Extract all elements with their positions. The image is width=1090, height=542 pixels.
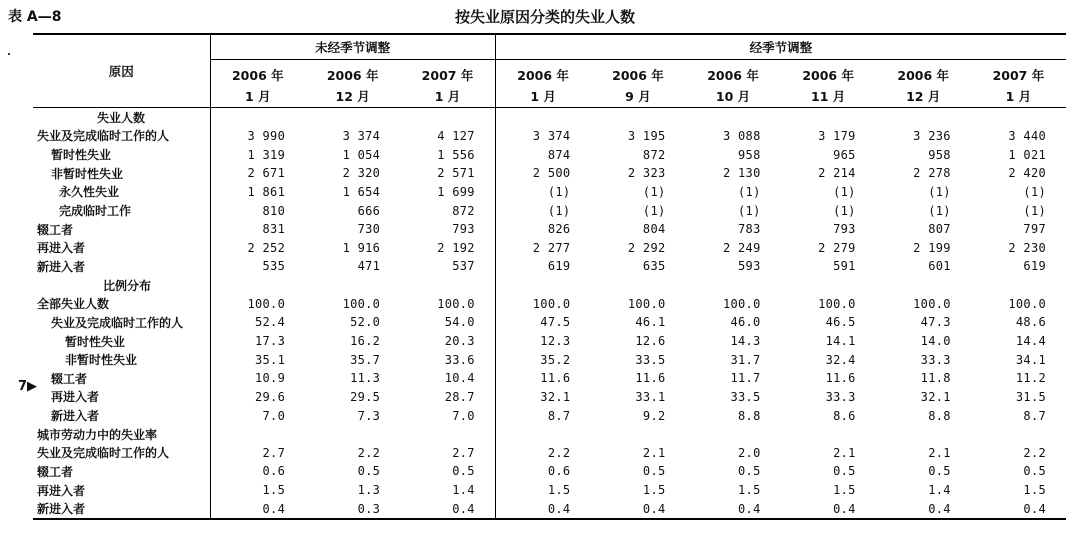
table-cell: 1.5 — [833, 483, 856, 498]
table-header — [33, 34, 1066, 108]
month-header: 9 月 — [590, 85, 685, 108]
table-cell: 1.5 — [1023, 483, 1046, 498]
page-marker: 7▶ — [18, 379, 38, 394]
table-cell: 46.5 — [825, 315, 856, 330]
table-cell: (1) — [1023, 203, 1046, 218]
row-label: 再进入者 — [33, 481, 210, 500]
row-label: 新进入者 — [33, 406, 210, 425]
table-cell: (1) — [833, 203, 856, 218]
row-label: 再进入者 — [33, 388, 210, 407]
table-cell: 1.5 — [738, 483, 761, 498]
table-cell: 535 — [262, 259, 286, 274]
table-cell: 0.5 — [400, 462, 495, 481]
table-cell: 7.0 — [262, 408, 286, 423]
year-header: 2006 年 — [517, 68, 569, 83]
table-cell: 1.3 — [357, 483, 381, 498]
table-cell: 11.6 — [825, 371, 856, 386]
table-cell: 33.1 — [635, 389, 666, 404]
year-header: 2007 年 — [992, 68, 1045, 83]
table-cell: 100.0 — [722, 296, 761, 311]
table-label: 表 A—8 — [8, 9, 62, 25]
origin-header: 原因 — [33, 34, 210, 108]
table-cell — [305, 108, 400, 127]
section-row — [33, 108, 1066, 127]
table-cell: 793 — [833, 222, 856, 237]
table-cell: 8.8 — [928, 408, 951, 423]
table-cell: 32.1 — [540, 389, 571, 404]
table-cell: 0.5 — [642, 464, 666, 479]
table-body — [33, 108, 1066, 520]
month-header: 1 月 — [495, 85, 590, 108]
month-header: 12 月 — [305, 85, 400, 108]
year-header: 2006 年 — [612, 68, 664, 83]
table-cell: 8.7 — [547, 408, 571, 423]
table-cell — [495, 276, 590, 295]
table-cell: 7.0 — [400, 406, 495, 425]
table-cell: 2 130 — [722, 166, 761, 181]
table-cell: 47.3 — [920, 315, 951, 330]
table-cell — [781, 276, 876, 295]
table-row — [33, 462, 1066, 481]
table-row — [33, 257, 1066, 276]
table-cell: 4 127 — [400, 127, 495, 146]
table-cell: 730 — [357, 222, 381, 237]
table-row — [33, 332, 1066, 351]
table-row — [33, 499, 1066, 519]
table-title: 按失业原因分类的失业人数 — [454, 8, 635, 26]
unemployment-table — [33, 33, 1066, 520]
table-cell: 0.4 — [400, 499, 495, 519]
table-cell: 31.5 — [1015, 389, 1046, 404]
table-cell — [876, 425, 971, 444]
table-cell: 1 654 — [342, 184, 381, 199]
year-header: 2006 年 — [897, 68, 950, 83]
table-cell: 10.4 — [400, 369, 495, 388]
year-header: 2006 年 — [802, 68, 854, 83]
table-cell — [876, 276, 971, 295]
table-cell: 100.0 — [342, 296, 381, 311]
table-cell: 11.6 — [540, 371, 571, 386]
table-cell: 3 374 — [532, 128, 571, 143]
table-cell: 537 — [400, 257, 495, 276]
table-cell: 0.5 — [928, 464, 951, 479]
year-header: 2006 年 — [707, 68, 759, 83]
table-cell: 11.7 — [730, 371, 761, 386]
table-cell — [590, 276, 685, 295]
table-cell: 0.6 — [547, 464, 571, 479]
row-label: 辍工者 — [33, 220, 210, 239]
table-cell: 8.6 — [833, 408, 856, 423]
table-cell: 2 292 — [627, 240, 666, 255]
table-row — [33, 388, 1066, 407]
table-cell: 874 — [547, 147, 571, 162]
row-label: 失业及完成临时工作的人 — [33, 444, 210, 463]
table-cell: 1.4 — [928, 483, 951, 498]
table-cell: 2 671 — [247, 166, 286, 181]
table-cell: 2.7 — [262, 445, 286, 460]
table-cell: 3 179 — [818, 128, 856, 143]
table-cell — [400, 108, 495, 127]
table-cell: 2 320 — [342, 166, 381, 181]
row-label: 再进入者 — [33, 238, 210, 257]
table-cell: 783 — [738, 222, 761, 237]
table-cell: 635 — [642, 259, 666, 274]
table-cell: 0.5 — [1023, 464, 1046, 479]
table-cell: 0.4 — [876, 499, 971, 519]
section-row — [33, 276, 1066, 295]
table-cell: 965 — [833, 147, 856, 162]
table-cell — [495, 425, 590, 444]
table-cell: 2 199 — [913, 240, 951, 255]
table-cell — [210, 108, 305, 127]
table-cell: 11.6 — [635, 371, 666, 386]
row-label: 全部失业人数 — [33, 294, 210, 313]
row-label: 失业及完成临时工作的人 — [33, 127, 210, 146]
row-label: 新进入者 — [33, 499, 210, 519]
table-cell: 52.0 — [350, 315, 381, 330]
table-cell: (1) — [1023, 184, 1046, 199]
table-cell: 100.0 — [913, 296, 951, 311]
table-cell — [590, 425, 685, 444]
table-cell: 807 — [928, 222, 951, 237]
row-label: 非暂时性失业 — [33, 350, 210, 369]
table-cell: 52.4 — [255, 315, 286, 330]
table-cell: 0.4 — [781, 499, 876, 519]
table-cell: 3 236 — [913, 128, 951, 143]
table-cell: 33.5 — [730, 389, 761, 404]
table-cell: 2 230 — [1008, 240, 1046, 255]
month-header: 12 月 — [876, 85, 971, 108]
table-cell: 872 — [400, 201, 495, 220]
table-row — [33, 238, 1066, 257]
section-label: 比例分布 — [33, 276, 210, 295]
table-cell: 35.7 — [350, 352, 381, 367]
table-cell: 2.1 — [928, 445, 951, 460]
table-cell: 12.6 — [635, 334, 666, 348]
table-cell: (1) — [928, 203, 951, 218]
table-cell: 100.0 — [532, 296, 571, 311]
table-row — [33, 127, 1066, 146]
table-cell: 8.7 — [1023, 408, 1046, 423]
section-row — [33, 425, 1066, 444]
table-cell — [210, 276, 305, 295]
table-row — [33, 201, 1066, 220]
table-cell: 14.1 — [825, 334, 856, 348]
table-cell: 1.5 — [642, 483, 666, 498]
table-cell: 0.5 — [357, 464, 381, 479]
table-cell: 0.4 — [590, 499, 685, 519]
table-row — [33, 294, 1066, 313]
table-cell: 100.0 — [247, 296, 286, 311]
table-cell: 601 — [928, 259, 951, 274]
table-cell: 1 556 — [400, 145, 495, 164]
table-cell: 1.5 — [547, 483, 571, 498]
table-cell — [210, 425, 305, 444]
table-cell: 1 916 — [342, 240, 381, 255]
table-cell: (1) — [547, 184, 571, 199]
table-cell: 54.0 — [400, 313, 495, 332]
table-cell: 32.4 — [825, 352, 856, 367]
table-cell: 471 — [357, 259, 381, 274]
table-cell — [305, 425, 400, 444]
table-cell — [971, 425, 1066, 444]
table-row — [33, 406, 1066, 425]
table-cell: 2 249 — [722, 240, 761, 255]
table-cell: 1.4 — [400, 481, 495, 500]
table-cell: 0.5 — [738, 464, 761, 479]
table-cell: 1 699 — [400, 183, 495, 202]
table-cell: (1) — [738, 203, 761, 218]
table-cell: 2 279 — [818, 240, 856, 255]
table-cell: 2.2 — [357, 445, 381, 460]
table-cell: 14.4 — [1015, 334, 1046, 348]
table-cell: 958 — [928, 147, 951, 162]
table-cell: 14.0 — [920, 334, 951, 348]
table-cell: 11.3 — [350, 371, 381, 386]
table-cell: 2.0 — [738, 445, 761, 460]
table-cell — [781, 108, 876, 127]
table-row — [33, 350, 1066, 369]
table-cell: 16.2 — [350, 334, 381, 348]
table-cell: 31.7 — [730, 352, 761, 367]
table-cell: 2 214 — [818, 166, 856, 181]
unadjusted-group-header: 未经季节调整 — [210, 34, 495, 60]
year-header: 2006 年 — [326, 68, 379, 83]
table-cell: 48.6 — [1015, 315, 1046, 330]
table-cell — [876, 108, 971, 127]
table-cell — [971, 276, 1066, 295]
table-cell: 47.5 — [540, 315, 571, 330]
table-cell: 3 440 — [1008, 128, 1046, 143]
row-label: 新进入者 — [33, 257, 210, 276]
year-header: 2007 年 — [400, 60, 495, 86]
table-cell — [686, 425, 781, 444]
table-cell: 1 319 — [247, 147, 286, 162]
table-cell: 0.3 — [305, 499, 400, 519]
table-cell: 100.0 — [400, 294, 495, 313]
table-cell: 33.6 — [400, 350, 495, 369]
table-row — [33, 145, 1066, 164]
table-cell: 2 571 — [400, 164, 495, 183]
table-cell: 666 — [357, 203, 381, 218]
table-row — [33, 369, 1066, 388]
table-cell: 619 — [547, 259, 571, 274]
section-label: 城市劳动力中的失业率 — [33, 425, 210, 444]
table-cell: 810 — [262, 203, 286, 218]
table-cell — [305, 276, 400, 295]
table-cell: 0.4 — [971, 499, 1066, 519]
table-row — [33, 444, 1066, 463]
table-cell: 11.8 — [920, 371, 951, 386]
table-cell: 2 277 — [532, 240, 571, 255]
row-label: 永久性失业 — [33, 183, 210, 202]
table-cell: 2 278 — [913, 166, 951, 181]
table-cell — [400, 425, 495, 444]
table-cell: 0.4 — [686, 499, 781, 519]
table-cell: 3 088 — [722, 128, 761, 143]
table-cell: 2 420 — [1008, 166, 1046, 181]
table-cell: 872 — [642, 147, 666, 162]
month-header: 11 月 — [781, 85, 876, 108]
table-cell: 29.5 — [350, 389, 381, 404]
table-cell: 593 — [738, 259, 761, 274]
table-cell: 28.7 — [400, 388, 495, 407]
table-cell: 0.6 — [262, 464, 286, 479]
year-header: 2006 年 — [231, 68, 284, 83]
table-cell: 2 500 — [532, 166, 571, 181]
table-cell: 0.4 — [495, 499, 590, 519]
table-cell: 7.3 — [357, 408, 381, 423]
table-cell: 100.0 — [1008, 296, 1046, 311]
table-cell: 35.1 — [255, 352, 286, 367]
table-cell: 2 323 — [627, 166, 666, 181]
table-cell: 831 — [262, 222, 286, 237]
month-header: 1 月 — [400, 85, 495, 108]
month-header: 10 月 — [686, 85, 781, 108]
table-cell: 9.2 — [642, 408, 666, 423]
table-cell: 17.3 — [255, 334, 286, 348]
table-cell: 11.2 — [1015, 371, 1046, 386]
table-cell: 1 054 — [342, 147, 381, 162]
scan-speck — [8, 53, 10, 55]
table-cell: 958 — [738, 147, 761, 162]
row-label: 失业及完成临时工作的人 — [33, 313, 210, 332]
table-cell: 2.7 — [400, 444, 495, 463]
row-label: 完成临时工作 — [33, 201, 210, 220]
table-cell: 0.5 — [833, 464, 856, 479]
table-cell: 1 861 — [247, 184, 286, 199]
section-label: 失业人数 — [33, 108, 210, 127]
row-label: 辍工者 — [33, 462, 210, 481]
table-row — [33, 164, 1066, 183]
table-cell: 14.3 — [730, 334, 761, 348]
table-cell: 3 990 — [247, 128, 286, 143]
row-label: 非暂时性失业 — [33, 164, 210, 183]
table-cell: 619 — [1023, 259, 1046, 274]
table-row — [33, 183, 1066, 202]
table-cell: 2 192 — [400, 238, 495, 257]
table-cell: 46.1 — [635, 315, 666, 330]
table-cell: 591 — [833, 259, 856, 274]
adjusted-group-header: 经季节调整 — [495, 34, 1066, 60]
table-cell — [971, 108, 1066, 127]
table-cell: 10.9 — [255, 371, 286, 386]
table-cell: (1) — [547, 203, 571, 218]
table-cell: 2.1 — [833, 445, 856, 460]
table-cell: 3 374 — [342, 128, 381, 143]
table-cell — [590, 108, 685, 127]
table-cell: 33.5 — [635, 352, 666, 367]
table-cell: 3 195 — [627, 128, 666, 143]
table-cell: 0.4 — [210, 499, 305, 519]
table-cell — [495, 108, 590, 127]
table-cell: (1) — [738, 184, 761, 199]
table-cell: 20.3 — [400, 332, 495, 351]
table-cell — [686, 276, 781, 295]
table-cell: 1.5 — [262, 483, 286, 498]
table-cell: 29.6 — [255, 389, 286, 404]
month-header: 1 月 — [971, 85, 1066, 108]
row-label: 暂时性失业 — [33, 145, 210, 164]
table-cell — [781, 425, 876, 444]
table-cell: 34.1 — [1015, 352, 1046, 367]
table-cell: 100.0 — [818, 296, 856, 311]
table-cell: 2 252 — [247, 240, 286, 255]
table-cell: (1) — [928, 184, 951, 199]
table-row — [33, 220, 1066, 239]
table-cell: 8.8 — [738, 408, 761, 423]
row-label: 辍工者 — [33, 369, 210, 388]
table-cell: 2.2 — [547, 445, 571, 460]
table-cell — [686, 108, 781, 127]
table-cell: 804 — [642, 222, 666, 237]
table-cell: (1) — [642, 203, 666, 218]
table-row — [33, 313, 1066, 332]
table-cell: 12.3 — [540, 334, 571, 348]
table-cell: 35.2 — [540, 352, 571, 367]
table-cell: 32.1 — [920, 389, 951, 404]
table-cell: 797 — [1023, 222, 1046, 237]
table-cell: 33.3 — [825, 389, 856, 404]
table-cell: 2.1 — [642, 445, 666, 460]
table-row — [33, 481, 1066, 500]
table-cell: 1 021 — [1008, 147, 1046, 162]
table-cell: 33.3 — [920, 352, 951, 367]
table-cell — [400, 276, 495, 295]
table-cell: 46.0 — [730, 315, 761, 330]
table-cell: (1) — [833, 184, 856, 199]
month-header: 1 月 — [210, 85, 305, 108]
table-cell: (1) — [642, 184, 666, 199]
table-cell: 826 — [547, 222, 571, 237]
table-cell: 2.2 — [1023, 445, 1046, 460]
table-cell: 793 — [400, 220, 495, 239]
row-label: 暂时性失业 — [33, 332, 210, 351]
table-cell: 100.0 — [627, 296, 666, 311]
